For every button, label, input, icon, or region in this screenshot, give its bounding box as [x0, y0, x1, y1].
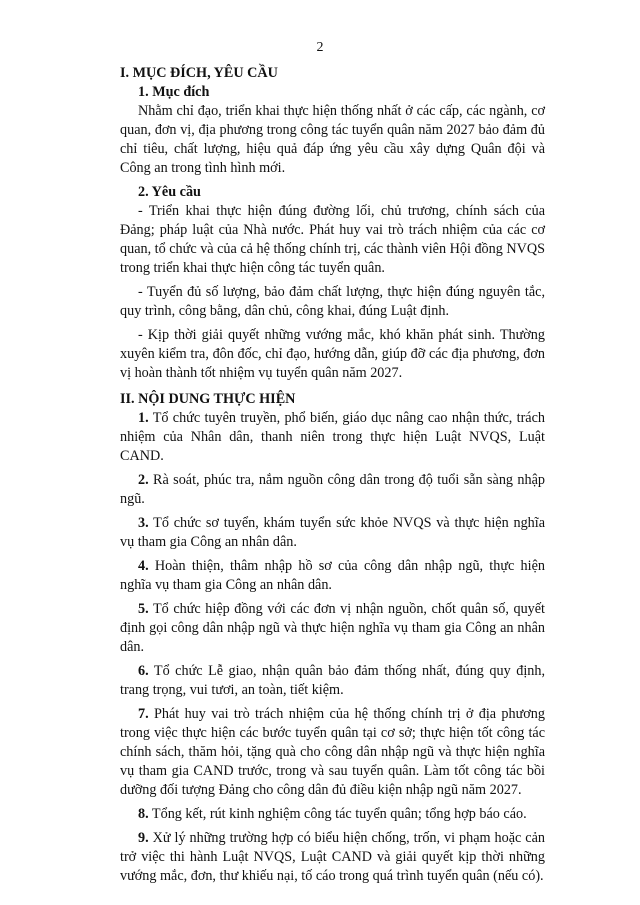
item-number: 8.: [138, 806, 149, 822]
content-item: [120, 557, 545, 595]
item-number: 6.: [138, 663, 149, 679]
item-number: 7.: [138, 706, 149, 722]
item-text: Xử lý những trường hợp có biểu hiện chống, trốn, vi phạm hoặc cản trở việc thi hành Luật NVQS, Luật CAND và giải quyết kịp thời những vướng mắc, đơn, thư khiếu nại, tố cáo trong quá trình tuyển quân (nếu có).: [120, 830, 545, 884]
item-number: 1.: [138, 410, 149, 426]
content-item: [120, 805, 545, 824]
subsection-requirements-heading: 2. Yêu cầu: [138, 184, 201, 200]
purpose-paragraph: Nhằm chỉ đạo, triển khai thực hiện thống nhất ở các cấp, các ngành, cơ quan, đơn vị, địa phương trong công tác tuyển quân năm 2027 bảo đảm đủ chỉ tiêu, chất lượng, hiệu quả đáp ứng yêu cầu xây dựng Quân đội và Công an trong tình hình mới.: [120, 103, 545, 176]
content-item: [120, 662, 545, 700]
subsection-purpose-heading: 1. Mục đích: [138, 84, 210, 100]
item-text: Tổ chức tuyên truyền, phổ biến, giáo dục nâng cao nhận thức, trách nhiệm của Nhân dân, thanh niên trong thực hiện Luật NVQS, Luật CAND.: [120, 410, 545, 464]
content-item: [120, 705, 545, 800]
document-body: [120, 64, 545, 886]
content-item: [120, 471, 545, 509]
content-item: [120, 409, 545, 466]
item-text: Phát huy vai trò trách nhiệm của hệ thống chính trị ở địa phương trong việc thực hiện các bước tuyển quân tại cơ sở; thực hiện tốt công tác chính sách, thăm hỏi, tặng quà cho công dân nhập ngũ và thực hiện nghĩa vụ tham gia CAND trước, trong và sau tuyển quân. Làm tốt công tác bồi dưỡng đối tượng Đảng cho công dân đủ điều kiện nhập ngũ năm 2027.: [120, 706, 545, 798]
content-item: [120, 514, 545, 552]
requirement-paragraph: - Tuyển đủ số lượng, bảo đảm chất lượng, thực hiện đúng nguyên tắc, quy trình, công bằng, dân chủ, công khai, đúng Luật định.: [120, 284, 545, 319]
item-text: Tổng kết, rút kinh nghiệm công tác tuyển quân; tổng hợp báo cáo.: [148, 806, 527, 822]
item-text: Tổ chức hiệp đồng với các đơn vị nhận nguồn, chốt quân số, quyết định gọi công dân nhập ngũ và thực hiện nghĩa vụ tham gia Công an nhân dân.: [120, 601, 545, 655]
item-text: Rà soát, phúc tra, nắm nguồn công dân trong độ tuổi sẵn sàng nhập ngũ.: [120, 472, 545, 507]
content-item: [120, 600, 545, 657]
item-number: 5.: [138, 601, 149, 617]
page-number: 2: [316, 40, 324, 55]
section-1-heading: I. MỤC ĐÍCH, YÊU CẦU: [120, 65, 278, 81]
section-2-heading: II. NỘI DUNG THỰC HIỆN: [120, 391, 296, 407]
item-text: Hoàn thiện, thâm nhập hồ sơ của công dân nhập ngũ, thực hiện nghĩa vụ tham gia Công an nhân dân.: [120, 558, 545, 593]
item-number: 3.: [138, 515, 149, 531]
content-item: [120, 829, 545, 886]
requirement-paragraph: - Triển khai thực hiện đúng đường lối, chủ trương, chính sách của Đảng; pháp luật của Nhà nước. Phát huy vai trò trách nhiệm của các cơ quan, tổ chức và của cả hệ thống chính trị, các thành viên Hội đồng NVQS trong triển khai thực hiện công tác tuyển quân.: [120, 203, 545, 276]
requirement-paragraph: - Kịp thời giải quyết những vướng mắc, khó khăn phát sinh. Thường xuyên kiểm tra, đôn đốc, chỉ đạo, hướng dẫn, giúp đỡ các địa phương, đơn vị hoàn thành tốt nhiệm vụ tuyển quân năm 2027.: [120, 327, 545, 381]
item-number: 9.: [138, 830, 149, 846]
item-number: 4.: [138, 558, 149, 574]
item-text: Tổ chức Lễ giao, nhận quân bảo đảm thống nhất, đúng quy định, trang trọng, vui tươi, an toàn, tiết kiệm.: [120, 663, 545, 698]
item-number: 2.: [138, 472, 149, 488]
item-text: Tổ chức sơ tuyển, khám tuyển sức khỏe NVQS và thực hiện nghĩa vụ tham gia Công an nhân dân.: [120, 515, 545, 550]
